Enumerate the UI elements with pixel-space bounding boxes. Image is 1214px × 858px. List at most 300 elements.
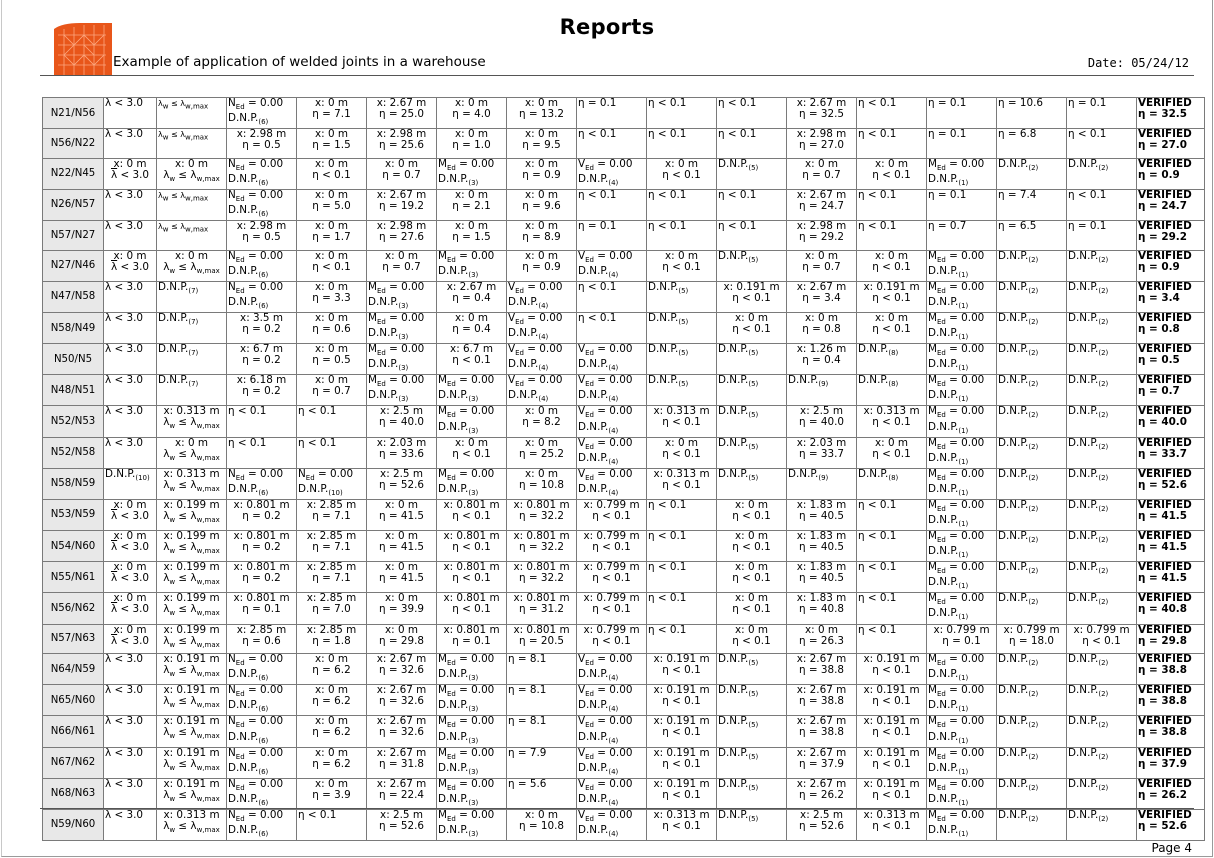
check-cell: x: 0 m η = 8.2 — [507, 406, 577, 437]
node-label: N21/N56 — [43, 98, 104, 129]
check-cell: η < 0.1 — [577, 312, 647, 343]
check-cell: $M_{Ed} = 0.00$ $D.N.P._{(1)}$ — [927, 281, 997, 312]
table-row — [43, 654, 1205, 685]
check-cell: x: 1.83 m η = 40.5 — [787, 531, 857, 562]
check-cell: $M_{Ed} = 0.00$ $D.N.P._{(3)}$ — [367, 344, 437, 375]
node-label: N47/N58 — [43, 281, 104, 312]
check-cell: x: 0 m η = 0.5 — [297, 344, 367, 375]
check-cell: x: 0.191 m $\lambda_w \le \lambda_{w,max}$ — [157, 654, 227, 685]
check-cell: $V_{Ed} = 0.00$ $D.N.P._{(4)}$ — [577, 685, 647, 716]
check-cell: $D.N.P._{(2)}$ — [1067, 312, 1137, 343]
check-cell: $M_{Ed} = 0.00$ $D.N.P._{(3)}$ — [437, 158, 507, 189]
check-cell: x: 0.191 m η < 0.1 — [647, 778, 717, 809]
check-cell: x: 2.67 m η = 26.2 — [787, 778, 857, 809]
check-cell: η < 0.1 — [647, 129, 717, 159]
check-cell: x: 1.83 m η = 40.8 — [787, 593, 857, 624]
check-cell: x: 0 m η < 0.1 — [717, 593, 787, 624]
check-cell: $M_{Ed} = 0.00$ $D.N.P._{(1)}$ — [927, 531, 997, 562]
check-cell: $M_{Ed} = 0.00$ $D.N.P._{(1)}$ — [927, 685, 997, 716]
check-cell: x: 0.191 m η < 0.1 — [857, 778, 927, 809]
table-row — [43, 250, 1205, 281]
check-cell: η = 0.1 — [927, 189, 997, 220]
check-cell: η = 0.1 — [577, 221, 647, 251]
report-title: Reports — [559, 15, 655, 39]
check-cell: $D.N.P._{(7)}$ — [157, 344, 227, 375]
check-cell: $D.N.P._{(2)}$ — [1067, 716, 1137, 747]
check-cell: $D.N.P._{(5)}$ — [717, 375, 787, 406]
check-cell: x: 2.5 m η = 40.0 — [367, 406, 437, 437]
check-cell: x: 2.67 m η = 3.4 — [787, 281, 857, 312]
check-cell: x: 0.191 m $\lambda_w \le \lambda_{w,max}$ — [157, 685, 227, 716]
check-cell: $D.N.P._{(2)}$ — [1067, 531, 1137, 562]
check-cell: x: 0.191 m η < 0.1 — [857, 281, 927, 312]
check-cell: x: 0 m η < 0.1 — [647, 250, 717, 281]
check-cell: η < 0.1 — [647, 562, 717, 593]
check-cell: $\lambda_w \le \lambda_{w,max}$ — [157, 98, 227, 129]
verification-result: VERIFIED η = 41.5 — [1137, 562, 1205, 593]
header-divider — [40, 75, 1194, 76]
check-cell: η < 0.1 — [647, 593, 717, 624]
check-cell: η < 0.1 — [717, 98, 787, 129]
check-cell: x: 2.85 m η = 7.1 — [297, 531, 367, 562]
check-cell: η < 0.1 — [717, 221, 787, 251]
check-cell: x: 2.67 m η = 24.7 — [787, 189, 857, 220]
check-cell: η < 0.1 — [577, 129, 647, 159]
check-cell: x: 0 m η = 9.5 — [507, 129, 577, 159]
check-cell: x: 1.26 m η = 0.4 — [787, 344, 857, 375]
check-cell: $\overline{\lambda} < 3.0$ — [104, 375, 157, 406]
check-cell: x: 0.313 m η < 0.1 — [647, 468, 717, 499]
node-label: N56/N62 — [43, 593, 104, 624]
check-cell: x: 2.98 m η = 29.2 — [787, 221, 857, 251]
verification-result: VERIFIED η = 0.9 — [1137, 250, 1205, 281]
table-row — [43, 158, 1205, 189]
check-cell: $N_{Ed} = 0.00$ $D.N.P._{(6)}$ — [227, 189, 297, 220]
check-cell: $D.N.P._{(2)}$ — [997, 158, 1067, 189]
check-cell: x: 0 m η = 6.2 — [297, 685, 367, 716]
check-cell: $D.N.P._{(2)}$ — [997, 747, 1067, 778]
check-cell: $V_{Ed} = 0.00$ $D.N.P._{(4)}$ — [577, 716, 647, 747]
node-label: N65/N60 — [43, 685, 104, 716]
check-cell: x: 0.199 m $\lambda_w \le \lambda_{w,max}$ — [157, 562, 227, 593]
check-cell: x: 0 m η < 0.1 — [297, 250, 367, 281]
check-cell: $D.N.P._{(2)}$ — [1067, 778, 1137, 809]
table-row — [43, 437, 1205, 468]
check-cell: η = 0.1 — [577, 98, 647, 129]
footer-divider — [40, 808, 1194, 809]
verification-result: VERIFIED η = 29.8 — [1137, 624, 1205, 654]
table-row — [43, 809, 1205, 840]
check-cell: x: 0.799 m η < 0.1 — [577, 593, 647, 624]
check-cell: $D.N.P._{(2)}$ — [997, 406, 1067, 437]
check-cell: x: 0 m η = 1.7 — [297, 221, 367, 251]
check-cell: η = 5.6 — [507, 778, 577, 809]
check-cell: $D.N.P._{(8)}$ — [857, 468, 927, 499]
check-cell: x: 0.801 m η = 0.1 — [437, 624, 507, 654]
check-cell: η < 0.1 — [717, 189, 787, 220]
table-body — [43, 98, 1205, 841]
verification-result: VERIFIED η = 37.9 — [1137, 747, 1205, 778]
node-label: N59/N60 — [43, 809, 104, 840]
check-cell: η < 0.1 — [647, 98, 717, 129]
table-row — [43, 562, 1205, 593]
check-cell: $N_{Ed} = 0.00$ $D.N.P._{(6)}$ — [227, 778, 297, 809]
check-cell: x: 0.313 m $\lambda_w \le \lambda_{w,max}$ — [157, 809, 227, 840]
check-cell: x: 0.801 m η = 0.2 — [227, 499, 297, 530]
table-row — [43, 499, 1205, 530]
check-cell: x: 0 m η < 0.1 — [717, 312, 787, 343]
check-cell: $D.N.P._{(2)}$ — [1067, 593, 1137, 624]
check-cell: x: 2.67 m η = 32.6 — [367, 716, 437, 747]
check-cell: x: 0 m η = 10.8 — [507, 809, 577, 840]
check-cell: $D.N.P._{(5)}$ — [647, 312, 717, 343]
check-cell: x: 0 m $\overline{\lambda} < 3.0$ — [104, 531, 157, 562]
check-cell: $V_{Ed} = 0.00$ $D.N.P._{(4)}$ — [507, 375, 577, 406]
check-cell: x: 6.18 m η = 0.2 — [227, 375, 297, 406]
check-cell: $M_{Ed} = 0.00$ $D.N.P._{(1)}$ — [927, 716, 997, 747]
check-cell: η < 0.1 — [1067, 189, 1137, 220]
check-cell: x: 0 m η = 7.1 — [297, 98, 367, 129]
check-cell: $\overline{\lambda} < 3.0$ — [104, 406, 157, 437]
check-cell: x: 0.191 m η < 0.1 — [647, 747, 717, 778]
check-cell: $D.N.P._{(7)}$ — [157, 281, 227, 312]
check-cell: η < 0.1 — [577, 189, 647, 220]
check-cell: $N_{Ed} = 0.00$ $D.N.P._{(6)}$ — [227, 716, 297, 747]
check-cell: x: 0.799 m η < 0.1 — [577, 531, 647, 562]
check-cell: x: 0.313 m η < 0.1 — [647, 809, 717, 840]
check-cell: x: 0 m η < 0.1 — [857, 158, 927, 189]
check-cell: x: 0 m η = 29.8 — [367, 624, 437, 654]
check-cell: $D.N.P._{(2)}$ — [1067, 406, 1137, 437]
check-cell: $N_{Ed} = 0.00$ $D.N.P._{(6)}$ — [227, 747, 297, 778]
check-cell: x: 0.799 m η < 0.1 — [577, 562, 647, 593]
check-cell: $V_{Ed} = 0.00$ $D.N.P._{(4)}$ — [577, 375, 647, 406]
check-cell: x: 0 m η = 6.2 — [297, 654, 367, 685]
check-cell: x: 0.799 m η < 0.1 — [1067, 624, 1137, 654]
check-cell: $D.N.P._{(2)}$ — [1067, 158, 1137, 189]
check-cell: x: 0 m η = 41.5 — [367, 531, 437, 562]
check-cell: $\lambda_w \le \lambda_{w,max}$ — [157, 129, 227, 159]
check-cell: x: 0 m η = 25.2 — [507, 437, 577, 468]
check-cell: x: 0.191 m η < 0.1 — [647, 685, 717, 716]
check-cell: x: 0.799 m η < 0.1 — [577, 499, 647, 530]
check-cell: x: 0.801 m η = 31.2 — [507, 593, 577, 624]
check-cell: $D.N.P._{(5)}$ — [717, 809, 787, 840]
check-cell: x: 0.801 m η = 20.5 — [507, 624, 577, 654]
check-cell: η < 0.1 — [227, 437, 297, 468]
check-cell: x: 2.67 m η = 38.8 — [787, 654, 857, 685]
check-cell: x: 6.7 m η = 0.2 — [227, 344, 297, 375]
check-cell: x: 6.7 m η < 0.1 — [437, 344, 507, 375]
check-cell: η = 0.7 — [927, 221, 997, 251]
verification-result: VERIFIED η = 40.8 — [1137, 593, 1205, 624]
node-label: N53/N59 — [43, 499, 104, 530]
check-cell: $N_{Ed} = 0.00$ $D.N.P._{(6)}$ — [227, 281, 297, 312]
check-cell: η < 0.1 — [857, 624, 927, 654]
check-cell: $D.N.P._{(10)}$ — [104, 468, 157, 499]
check-cell: $M_{Ed} = 0.00$ $D.N.P._{(3)}$ — [437, 250, 507, 281]
verification-result: VERIFIED η = 3.4 — [1137, 281, 1205, 312]
check-cell: x: 0 m η = 10.8 — [507, 468, 577, 499]
check-cell: x: 0.313 m $\lambda_w \le \lambda_{w,max}$ — [157, 468, 227, 499]
check-cell: x: 0 m $\overline{\lambda} < 3.0$ — [104, 593, 157, 624]
check-cell: x: 0.313 m η < 0.1 — [857, 809, 927, 840]
check-cell: x: 0 m η = 13.2 — [507, 98, 577, 129]
verification-result: VERIFIED η = 38.8 — [1137, 685, 1205, 716]
check-cell: x: 2.5 m η = 40.0 — [787, 406, 857, 437]
check-cell: η = 6.5 — [997, 221, 1067, 251]
check-cell: $\lambda_w \le \lambda_{w,max}$ — [157, 189, 227, 220]
check-cell: $D.N.P._{(2)}$ — [997, 344, 1067, 375]
check-cell: $D.N.P._{(2)}$ — [997, 250, 1067, 281]
check-cell: x: 0.191 m $\lambda_w \le \lambda_{w,max}$ — [157, 778, 227, 809]
check-cell: x: 0 m $\overline{\lambda} < 3.0$ — [104, 499, 157, 530]
check-cell: $D.N.P._{(5)}$ — [717, 716, 787, 747]
table-row — [43, 189, 1205, 220]
check-cell: η < 0.1 — [857, 221, 927, 251]
check-cell: x: 0 m η = 6.2 — [297, 716, 367, 747]
check-cell: x: 0 m $\overline{\lambda} < 3.0$ — [104, 250, 157, 281]
table-row — [43, 778, 1205, 809]
check-cell: x: 0.799 m η < 0.1 — [577, 624, 647, 654]
check-cell: x: 0 m η < 0.1 — [857, 250, 927, 281]
check-cell: x: 2.03 m η = 33.7 — [787, 437, 857, 468]
check-cell: $M_{Ed} = 0.00$ $D.N.P._{(1)}$ — [927, 562, 997, 593]
check-cell: η < 0.1 — [647, 624, 717, 654]
node-label: N67/N62 — [43, 747, 104, 778]
check-cell: $D.N.P._{(2)}$ — [997, 593, 1067, 624]
check-cell: $M_{Ed} = 0.00$ $D.N.P._{(3)}$ — [437, 747, 507, 778]
check-cell: x: 0.801 m η < 0.1 — [437, 499, 507, 530]
check-cell: x: 0 m η < 0.1 — [857, 312, 927, 343]
verification-result: VERIFIED η = 38.8 — [1137, 654, 1205, 685]
check-cell: x: 2.5 m η = 52.6 — [787, 809, 857, 840]
verification-result: VERIFIED η = 32.5 — [1137, 98, 1205, 129]
verification-result: VERIFIED η = 52.6 — [1137, 809, 1205, 840]
check-cell: x: 0 m η < 0.1 — [647, 158, 717, 189]
node-label: N66/N61 — [43, 716, 104, 747]
check-cell: $D.N.P._{(5)}$ — [717, 778, 787, 809]
check-cell: $D.N.P._{(5)}$ — [717, 468, 787, 499]
check-cell: x: 2.67 m η = 19.2 — [367, 189, 437, 220]
report-date: Date: 05/24/12 — [1087, 56, 1189, 70]
verification-result: VERIFIED η = 27.0 — [1137, 129, 1205, 159]
page-number: Page 4 — [1151, 841, 1192, 855]
check-cell: η < 0.1 — [297, 809, 367, 840]
check-cell: $M_{Ed} = 0.00$ $D.N.P._{(1)}$ — [927, 312, 997, 343]
check-cell: $\overline{\lambda} < 3.0$ — [104, 98, 157, 129]
check-cell: $V_{Ed} = 0.00$ $D.N.P._{(4)}$ — [507, 281, 577, 312]
check-cell: $D.N.P._{(2)}$ — [1067, 562, 1137, 593]
check-cell: $M_{Ed} = 0.00$ $D.N.P._{(3)}$ — [437, 778, 507, 809]
check-cell: η = 0.1 — [927, 98, 997, 129]
check-cell: $D.N.P._{(2)}$ — [1067, 685, 1137, 716]
check-cell: x: 0.191 m η < 0.1 — [647, 716, 717, 747]
check-cell: x: 0.191 m η < 0.1 — [857, 747, 927, 778]
check-cell: $D.N.P._{(5)}$ — [717, 158, 787, 189]
check-cell: x: 2.85 m η = 7.1 — [297, 562, 367, 593]
check-cell: $M_{Ed} = 0.00$ $D.N.P._{(1)}$ — [927, 468, 997, 499]
check-cell: x: 2.67 m η = 31.8 — [367, 747, 437, 778]
verification-result: VERIFIED η = 41.5 — [1137, 531, 1205, 562]
check-cell: x: 0 m η = 0.7 — [787, 158, 857, 189]
check-cell: $D.N.P._{(2)}$ — [997, 468, 1067, 499]
check-cell: x: 0.799 m η = 18.0 — [997, 624, 1067, 654]
check-cell: $D.N.P._{(9)}$ — [787, 468, 857, 499]
check-cell: x: 0 m η = 8.9 — [507, 221, 577, 251]
check-cell: $M_{Ed} = 0.00$ $D.N.P._{(1)}$ — [927, 499, 997, 530]
node-label: N52/N53 — [43, 406, 104, 437]
verification-result: VERIFIED η = 33.7 — [1137, 437, 1205, 468]
node-label: N54/N60 — [43, 531, 104, 562]
check-cell: x: 2.85 m η = 7.1 — [297, 499, 367, 530]
check-cell: x: 2.5 m η = 52.6 — [367, 809, 437, 840]
check-cell: η = 8.1 — [507, 654, 577, 685]
check-cell: $D.N.P._{(2)}$ — [997, 375, 1067, 406]
check-cell: x: 0 m η < 0.1 — [717, 499, 787, 530]
node-label: N57/N27 — [43, 221, 104, 251]
check-cell: $N_{Ed} = 0.00$ $D.N.P._{(6)}$ — [227, 98, 297, 129]
verification-result: VERIFIED η = 40.0 — [1137, 406, 1205, 437]
check-cell: x: 2.85 m η = 0.6 — [227, 624, 297, 654]
check-cell: $M_{Ed} = 0.00$ $D.N.P._{(3)}$ — [437, 468, 507, 499]
check-cell: $\overline{\lambda} < 3.0$ — [104, 344, 157, 375]
verification-result: VERIFIED η = 29.2 — [1137, 221, 1205, 251]
check-cell: $\overline{\lambda} < 3.0$ — [104, 747, 157, 778]
check-cell: x: 0 m η = 1.5 — [437, 221, 507, 251]
table-row — [43, 747, 1205, 778]
check-cell: $\overline{\lambda} < 3.0$ — [104, 281, 157, 312]
check-cell: $D.N.P._{(5)}$ — [717, 250, 787, 281]
check-cell: x: 2.67 m η = 38.8 — [787, 716, 857, 747]
check-cell: x: 0 m η < 0.1 — [717, 531, 787, 562]
check-cell: x: 0 m $\lambda_w \le \lambda_{w,max}$ — [157, 158, 227, 189]
check-cell: $V_{Ed} = 0.00$ $D.N.P._{(4)}$ — [507, 312, 577, 343]
check-cell: $\overline{\lambda} < 3.0$ — [104, 437, 157, 468]
check-cell: η < 0.1 — [647, 499, 717, 530]
table-row — [43, 375, 1205, 406]
check-cell: $D.N.P._{(2)}$ — [997, 654, 1067, 685]
check-cell: η = 6.8 — [997, 129, 1067, 159]
check-cell: x: 0.191 m η < 0.1 — [857, 716, 927, 747]
check-cell: η < 0.1 — [647, 221, 717, 251]
check-cell: x: 2.85 m η = 1.8 — [297, 624, 367, 654]
check-cell: $D.N.P._{(2)}$ — [1067, 499, 1137, 530]
check-cell: x: 0 m $\overline{\lambda} < 3.0$ — [104, 562, 157, 593]
check-cell: η = 7.9 — [507, 747, 577, 778]
check-cell: x: 2.67 m η = 22.4 — [367, 778, 437, 809]
check-cell: η < 0.1 — [857, 189, 927, 220]
check-cell: $V_{Ed} = 0.00$ $D.N.P._{(4)}$ — [577, 747, 647, 778]
node-label: N26/N57 — [43, 189, 104, 220]
check-cell: η < 0.1 — [297, 437, 367, 468]
check-cell: η = 8.1 — [507, 685, 577, 716]
check-cell: $D.N.P._{(5)}$ — [647, 281, 717, 312]
check-cell: $D.N.P._{(2)}$ — [1067, 281, 1137, 312]
check-cell: x: 0 m η = 0.7 — [297, 375, 367, 406]
check-cell: $D.N.P._{(5)}$ — [717, 344, 787, 375]
check-cell: $N_{Ed} = 0.00$ $D.N.P._{(6)}$ — [227, 158, 297, 189]
check-cell: $M_{Ed} = 0.00$ $D.N.P._{(1)}$ — [927, 406, 997, 437]
check-cell: x: 2.98 m η = 27.6 — [367, 221, 437, 251]
report-subtitle: Example of application of welded joints in a warehouse — [113, 54, 486, 70]
check-cell: x: 0 m η = 0.6 — [297, 312, 367, 343]
check-cell: x: 0.191 m $\lambda_w \le \lambda_{w,max}$ — [157, 716, 227, 747]
check-cell: x: 0 m η < 0.1 — [717, 562, 787, 593]
node-label: N64/N59 — [43, 654, 104, 685]
check-cell: $M_{Ed} = 0.00$ $D.N.P._{(1)}$ — [927, 375, 997, 406]
check-cell: x: 0 m $\lambda_w \le \lambda_{w,max}$ — [157, 250, 227, 281]
check-cell: x: 2.67 m η = 32.6 — [367, 654, 437, 685]
node-label: N56/N22 — [43, 129, 104, 159]
check-cell: $D.N.P._{(2)}$ — [997, 562, 1067, 593]
check-cell: x: 0 m η = 0.8 — [787, 312, 857, 343]
check-cell: $M_{Ed} = 0.00$ $D.N.P._{(3)}$ — [437, 375, 507, 406]
check-cell: $D.N.P._{(2)}$ — [997, 531, 1067, 562]
table-row — [43, 406, 1205, 437]
check-cell: x: 2.98 m η = 0.5 — [227, 221, 297, 251]
check-cell: $D.N.P._{(7)}$ — [157, 312, 227, 343]
check-cell: x: 0.199 m $\lambda_w \le \lambda_{w,max}$ — [157, 593, 227, 624]
check-cell: x: 2.5 m η = 52.6 — [367, 468, 437, 499]
check-cell: $\overline{\lambda} < 3.0$ — [104, 221, 157, 251]
check-cell: x: 0.191 m η < 0.1 — [857, 654, 927, 685]
check-cell: $D.N.P._{(2)}$ — [997, 716, 1067, 747]
check-cell: η < 0.1 — [857, 98, 927, 129]
check-cell: $D.N.P._{(5)}$ — [717, 685, 787, 716]
check-cell: $D.N.P._{(2)}$ — [997, 499, 1067, 530]
check-cell: $M_{Ed} = 0.00$ $D.N.P._{(3)}$ — [437, 716, 507, 747]
check-cell: x: 2.67 m η = 38.8 — [787, 685, 857, 716]
check-cell: $V_{Ed} = 0.00$ $D.N.P._{(4)}$ — [577, 406, 647, 437]
check-cell: $M_{Ed} = 0.00$ $D.N.P._{(1)}$ — [927, 654, 997, 685]
check-cell: $V_{Ed} = 0.00$ $D.N.P._{(4)}$ — [507, 344, 577, 375]
node-label: N52/N58 — [43, 437, 104, 468]
verification-table — [42, 97, 1205, 841]
check-cell: x: 0.191 m η < 0.1 — [857, 685, 927, 716]
check-cell: $M_{Ed} = 0.00$ $D.N.P._{(3)}$ — [367, 312, 437, 343]
check-cell: x: 0 m η = 6.2 — [297, 747, 367, 778]
check-cell: $D.N.P._{(5)}$ — [717, 654, 787, 685]
check-cell: x: 1.83 m η = 40.5 — [787, 562, 857, 593]
check-cell: x: 0 m η = 4.0 — [437, 98, 507, 129]
check-cell: x: 2.98 m η = 25.6 — [367, 129, 437, 159]
check-cell: $\lambda_w \le \lambda_{w,max}$ — [157, 221, 227, 251]
check-cell: x: 0 m η = 0.4 — [437, 312, 507, 343]
check-cell: x: 0.313 m $\lambda_w \le \lambda_{w,max}$ — [157, 406, 227, 437]
node-label: N58/N59 — [43, 468, 104, 499]
check-cell: $D.N.P._{(8)}$ — [857, 375, 927, 406]
check-cell: $D.N.P._{(5)}$ — [647, 375, 717, 406]
table-row — [43, 312, 1205, 343]
node-label: N22/N45 — [43, 158, 104, 189]
check-cell: x: 0 m η < 0.1 — [857, 437, 927, 468]
check-cell: x: 0 m η = 0.9 — [507, 250, 577, 281]
check-cell: $M_{Ed} = 0.00$ $D.N.P._{(1)}$ — [927, 158, 997, 189]
check-cell: $M_{Ed} = 0.00$ $D.N.P._{(3)}$ — [437, 809, 507, 840]
check-cell: $D.N.P._{(2)}$ — [1067, 250, 1137, 281]
check-cell: $D.N.P._{(2)}$ — [997, 281, 1067, 312]
node-label: N57/N63 — [43, 624, 104, 654]
check-cell: η = 0.1 — [1067, 98, 1137, 129]
node-label: N58/N49 — [43, 312, 104, 343]
check-cell: $M_{Ed} = 0.00$ $D.N.P._{(3)}$ — [437, 406, 507, 437]
check-cell: x: 0 m η = 0.7 — [787, 250, 857, 281]
check-cell: x: 2.98 m η = 27.0 — [787, 129, 857, 159]
check-cell: x: 0 m η < 0.1 — [437, 437, 507, 468]
check-cell: x: 0 m η = 26.3 — [787, 624, 857, 654]
check-cell: x: 0.799 m η = 0.1 — [927, 624, 997, 654]
